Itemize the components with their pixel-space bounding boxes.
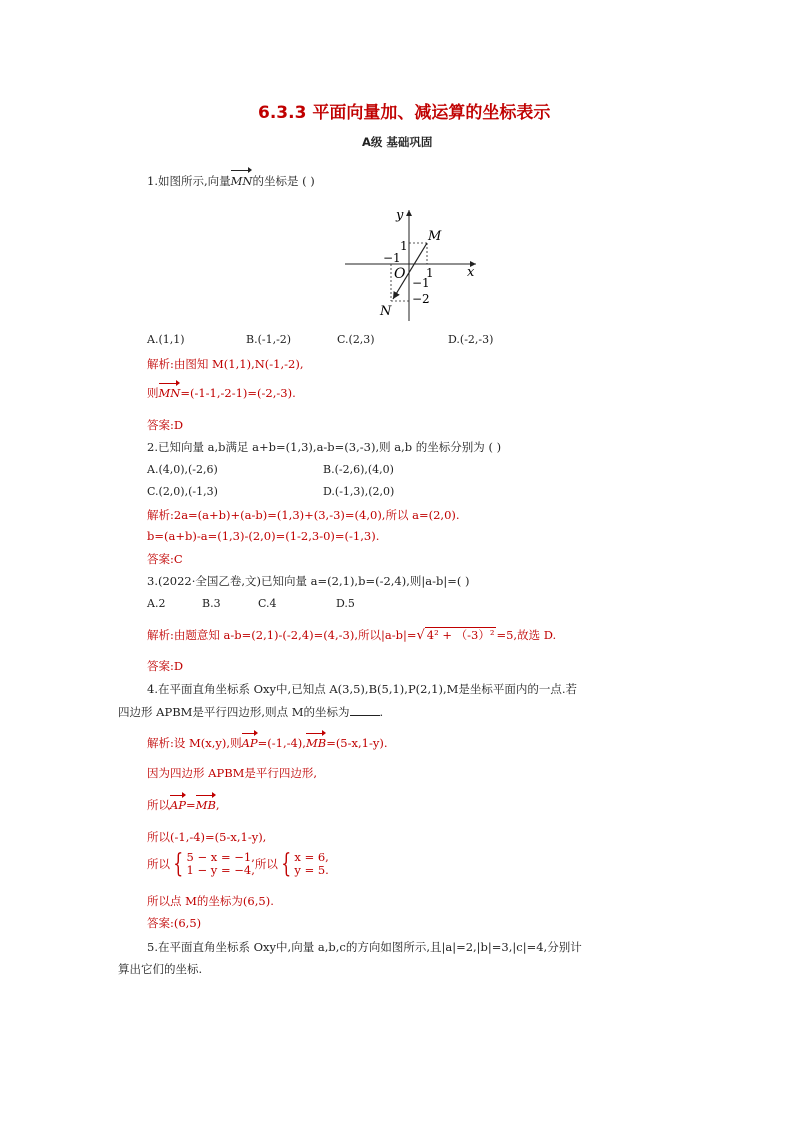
q2-option-a: A.(4,0),(-2,6) — [147, 463, 218, 476]
q1-stem-suffix: 的坐标是 ( ) — [252, 174, 315, 188]
q4-answer: 答案:(6,5) — [147, 916, 202, 930]
q3-option-b: B.3 — [202, 597, 221, 610]
section-subtitle: A级 基础巩固 — [362, 135, 433, 149]
q2-option-c: C.(2,0),(-1,3) — [147, 485, 218, 498]
q1-analysis-label: 解析: — [147, 357, 174, 371]
q1-stem — [147, 173, 315, 189]
q4-analysis-line6: 所以点 M的坐标为(6,5). — [147, 894, 274, 908]
q3-stem: 3.(2022·全国乙卷,文)已知向量 a=(2,1),b=(-2,4),则|a-b|=( ) — [147, 574, 470, 588]
q4-analysis-systems: 所以 { 5 − x = −1, 1 − y = −4,所以 { x = 6, y = 5. — [147, 849, 329, 879]
q4-analysis-line3: 所以AP=MB, — [147, 798, 220, 812]
q4-system-1: 5 − x = −1, 1 − y = −4, — [186, 850, 255, 877]
q2-analysis-line1: 解析:2a=(a+b)+(a-b)=(1,3)+(3,-3)=(4,0),所以 a=(2,0). — [147, 508, 460, 522]
q1-option-d: D.(-2,-3) — [448, 333, 494, 346]
q2-stem: 2.已知向量 a,b满足 a+b=(1,3),a-b=(3,-3),则 a,b 的坐标分别为 ( ) — [147, 440, 502, 454]
q4-vector-mb: MB — [305, 736, 327, 750]
q1-stem-prefix: 1.如图所示,向量 — [147, 174, 231, 188]
q3-option-c: C.4 — [258, 597, 277, 610]
q1-option-a: A.(1,1) — [147, 333, 185, 346]
q1-analysis-line2: 则MN=(-1-1,-2-1)=(-2,-3). — [147, 386, 296, 400]
q3-answer: 答案:D — [147, 659, 184, 673]
point-n-label: N — [380, 304, 392, 319]
x-axis-label: x — [467, 265, 475, 280]
q1-analysis-line1: 解析:由图知 M(1,1),N(-1,-2), — [147, 357, 304, 371]
tick-x-1: 1 — [426, 266, 434, 280]
q1-answer: 答案:D — [147, 418, 184, 432]
q4-analysis-line1: 解析:设 M(x,y),则AP=(-1,-4),MB=(5-x,1-y). — [147, 736, 388, 750]
q4-stem-line2: 四边形 APBM是平行四边形,则点 M的坐标为 . — [118, 705, 384, 719]
q2-answer: 答案:C — [147, 552, 183, 566]
q5-stem-line1: 5.在平面直角坐标系 Oxy中,向量 a,b,c的方向如图所示,且|a|=2,|b|=3,|c|=4,分别计 — [147, 940, 582, 954]
q2-analysis-line2: b=(a+b)-a=(1,3)-(2,0)=(1-2,3-0)=(-1,3). — [147, 529, 380, 543]
tick-y-neg2: −2 — [412, 292, 430, 306]
q3-analysis: 解析:由题意知 a-b=(2,1)-(-2,4)=(4,-3),所以|a-b|=√ 4² + （-3）² =5,故选 D. — [147, 628, 557, 643]
page-title: 6.3.3 平面向量加、减运算的坐标表示 — [258, 103, 551, 123]
q1-analysis-vector-mn: MN — [158, 386, 181, 400]
tick-y-neg1: −1 — [412, 276, 430, 290]
q4-answer-blank — [350, 715, 380, 716]
q4-analysis-line4: 所以(-1,-4)=(5-x,1-y), — [147, 830, 267, 844]
q1-coordinate-figure — [340, 205, 490, 325]
q4-analysis-line2: 因为四边形 APBM是平行四边形, — [147, 766, 318, 780]
q1-vector-mn: MN — [230, 174, 253, 188]
q3-radicand: 4² + （-3）² — [426, 628, 495, 642]
q3-option-a: A.2 — [147, 597, 166, 610]
q4-vector-ap: AP — [241, 736, 258, 750]
q5-stem-line2: 算出它们的坐标. — [118, 962, 203, 976]
q2-option-b: B.(-2,6),(4,0) — [323, 463, 394, 476]
tick-x-neg1: −1 — [383, 251, 401, 265]
point-m-label: M — [428, 229, 442, 244]
q3-option-d: D.5 — [336, 597, 355, 610]
origin-label: O — [394, 266, 406, 282]
q1-option-c: C.(2,3) — [337, 333, 375, 346]
q1-option-b: B.(-1,-2) — [246, 333, 292, 346]
y-axis-label: y — [396, 208, 404, 223]
tick-y-1: 1 — [400, 239, 408, 253]
q4-stem-line1: 4.在平面直角坐标系 Oxy中,已知点 A(3,5),B(5,1),P(2,1),M是坐标平面内的一点.若 — [147, 682, 578, 696]
q4-system-2: x = 6, y = 5. — [294, 850, 329, 877]
q2-option-d: D.(-1,3),(2,0) — [323, 485, 395, 498]
